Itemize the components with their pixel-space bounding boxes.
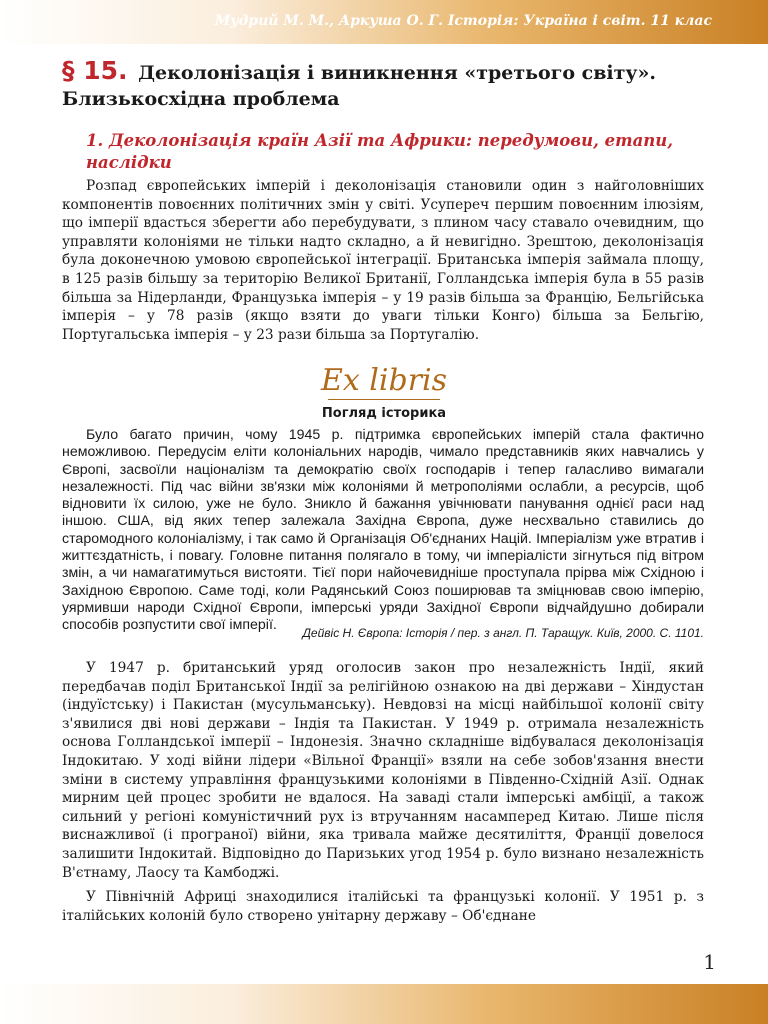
ex-libris-underline: [328, 399, 440, 400]
subsection-heading: 1. Деколонізація країн Азії та Африки: передумови, етапи, наслідки: [86, 131, 674, 172]
india-paragraph: У 1947 р. британський уряд оголосив закон про незалежність Індії, який передбачав поділ Британської Індії за релігійною ознакою на дві держави – Хіндустан (індуїстську) і Пакистан (мусульманську). Невдовзі на місці найбільшої колонії світу з'явилися дві нові держави – Індія та Пакистан. У 1949 р. отримала незалежність основа Голландської імперії – Індонезія. Значно складніше відбувалася деколонізація Індокитаю. У ході війни лідери «Вільної Франції» взяли на себе зобов'язання внести зміни в систему управління французькими колоніями в Південно-Східній Азії. Однак мирним цей процес зробити не вдалося. На заваді стали імперські амбіції, а також сильний у регіоні комуністичний рух із втручанням насамперед Китаю. Лише після виснажливої (і програної) війни, яка тривала майже десятиліття, Франції довелося залишити Індокитай. Відповідно до Паризьких угод 1954 р. було визнано незалежність В'єтнаму, Лаосу та Камбоджі.: [62, 660, 704, 881]
ex-libris-label: Ex libris: [320, 363, 448, 398]
book-title: Мудрий М. М., Аркуша О. Г. Історія: Україна і світ. 11 клас: [214, 13, 712, 29]
section-title: Деколонізація і виникнення «третього світу». Близькосхідна проблема: [62, 62, 657, 110]
section-number: § 15.: [62, 56, 128, 85]
intro-paragraph: Розпад європейських імперій і деколонізація становили один з найголовніших компонентів повоєнних політичних змін у світі. Усупереч першим повоєнним ілюзіям, що імперії вдасться зберегти або перебудувати, з плином часу ставало очевидним, що управляти колоніями не тільки надто складно, а й невигідно. Зрештою, деколонізація була доконечною умовою європейської інтеграції. Британська імперія займала площу, в 125 разів більшу за територію Великої Британії, Голландська імперія була в 55 разів більша за Нідерланди, Французька імперія – у 19 разів більша за Францію, Бельгійська імперія – у 78 разів (якщо взяти до уваги тільки Конго) більша за Бельгію, Португальська імперія – у 23 рази більша за Португалію.: [62, 178, 704, 343]
historian-view-title: Погляд історика: [321, 406, 447, 421]
quote-source: Дейвіс Н. Європа: Історія / пер. з англ. П. Таращук. Київ, 2000. С. 1101.: [302, 626, 704, 640]
section-heading: [62, 58, 722, 112]
footer-bar: [0, 984, 768, 1024]
page-number: 1: [703, 950, 716, 974]
africa-paragraph: У Північній Африці знаходилися італійські та французькі колонії. У 1951 р. з італійських колоній було створено унітарну державу – Об'єднане: [62, 889, 704, 924]
historian-quote: Було багато причин, чому 1945 р. підтримка європейських імперій стала фактично неможливою. Передусім еліти колоніальних народів, чимало представників яких навчались у Європі, засвоїли націоналізм та демократію своїх господарів і тепер галасливо вимагали незалежності. Під час війни зв'язки між колоніями й метрополіями ослабли, а ресурсів, щоб відновити їх силою, уже не було. Зникло й бажання увічнювати панування однієї раси над іншою. США, від яких тепер залежала Західна Європа, дуже несхвально ставились до старомодного колоніалізму, і так само й Організація Об'єднаних Націй. Імперіалізм уже втратив і життєздатність, і повагу. Головне питання полягало в тому, чи імперіалісти зігнуться під вітром змін, а чи намагатимуться вистояти. Тієї пори найочевидніше проступала прірва між Східною і Західною Європою. Саме тоді, коли Радянський Союз поширював та зміцнював свою імперію, уярмивши народи Східної Європи, імперські уряди Західної Європи відчайдушно добирали способів розпустити свої імперії.: [62, 427, 704, 634]
